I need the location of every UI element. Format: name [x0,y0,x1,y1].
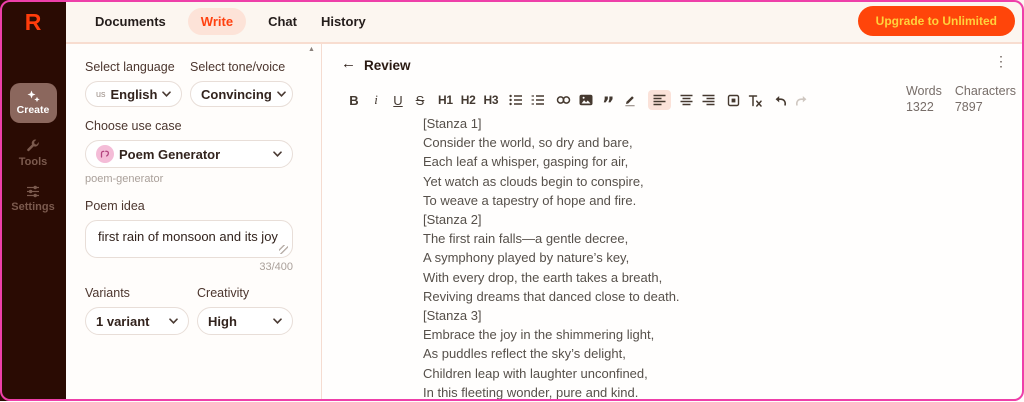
poem-line: With every drop, the earth takes a breath, [423,269,663,285]
poem-line: [Stanza 1] [423,116,482,131]
chevron-down-icon [162,91,171,97]
image-button[interactable] [579,90,593,110]
poem-line: Yet watch as clouds begin to conspire, [423,173,644,189]
editor-content[interactable] [423,114,680,402]
align-right-icon [702,94,715,106]
align-left-icon [653,94,666,106]
redo-icon [795,94,809,107]
highlight-pen-button[interactable] [623,90,637,110]
usecase-select[interactable] [85,140,293,168]
link-button[interactable] [556,90,571,110]
align-right-button[interactable] [701,90,715,110]
poem-line: A symphony played by nature’s key, [423,250,630,266]
character-counter: 33/400 [259,261,293,273]
app-logo[interactable] [0,0,66,44]
poem-line: To weave a tapestry of hope and fire. [423,192,637,208]
tone-select[interactable] [190,81,293,107]
sparkles-icon [27,90,40,103]
poem-line: The first rain falls—a gentle decree, [423,231,629,247]
word-count-value: 1322 [905,100,934,114]
resize-handle[interactable] [279,245,288,254]
underline-button[interactable]: U [393,92,403,108]
creativity-value: High [208,313,237,329]
poem-line: [Stanza 2] [423,212,482,228]
generator-form-panel [66,44,322,401]
heading3-button[interactable]: H3 [483,93,499,107]
variants-field [85,286,189,335]
align-center-icon [680,94,693,106]
usecase-value: Poem Generator [119,146,221,162]
poem-line: Consider the world, so dry and bare, [423,135,633,151]
chevron-down-icon [273,318,282,324]
sidebar-item-label: Settings [11,201,55,213]
us-flag-badge: us [96,89,106,99]
select-all-icon [727,94,740,107]
select-all-button[interactable] [726,90,740,110]
ordered-list-button[interactable] [531,90,545,110]
wrench-icon [26,139,40,153]
heading2-button[interactable]: H2 [460,93,476,107]
poem-line: Reviving dreams that danced close to death. [423,288,680,304]
language-field [85,60,182,107]
poem-idea-field [85,199,293,273]
variants-select[interactable] [85,307,189,335]
tone-label: Select tone/voice [190,60,286,74]
ordered-list-icon [531,94,545,106]
chevron-down-icon [273,151,282,157]
poem-line: [Stanza 3] [423,308,482,324]
image-icon [579,94,593,106]
bullet-list-button[interactable] [509,90,523,110]
main-nav [93,8,368,35]
tone-value: Convincing [201,86,272,102]
poem-line: Each leaf a whisper, gasping for air, [423,154,629,170]
character-count [955,84,1016,114]
poem-line: As puddles reflect the sky’s delight, [423,346,626,362]
sidebar-item-tools[interactable] [0,139,66,168]
bold-button[interactable]: B [349,92,359,108]
language-value: English [110,86,158,102]
sidebar-item-create[interactable] [10,83,57,123]
usecase-field [85,119,293,185]
character-count-label: Characters [954,84,1016,98]
upgrade-button[interactable]: Upgrade to Unlimited [858,6,1015,36]
sidebar-item-label: Create [16,104,50,116]
undo-button[interactable] [773,90,787,110]
highlight-pen-icon [623,93,637,107]
scrollbar-up-arrow[interactable]: ▲ [308,46,315,53]
variants-label: Variants [85,286,130,300]
usecase-label: Choose use case [85,119,182,133]
editor-pane [323,44,1024,401]
variants-value: 1 variant [96,313,150,329]
poem-idea-label: Poem idea [85,199,145,213]
sidebar-item-label: Tools [18,156,48,168]
app-sidebar [0,0,66,401]
creativity-label: Creativity [197,286,250,300]
top-navigation-bar [66,0,1024,44]
word-count [906,84,942,114]
document-stats [906,84,1016,114]
word-count-label: Words [905,84,942,98]
heading1-button[interactable]: H1 [438,93,453,107]
strikethrough-button[interactable]: S [415,92,425,108]
poem-generator-icon [96,145,114,163]
poem-line: Children leap with laughter unconfined, [423,365,648,381]
editor-toolbar [347,90,809,115]
sidebar-item-settings[interactable] [0,185,66,213]
usecase-slug: poem-generator [85,173,164,185]
nav-tab-documents[interactable]: Documents [95,13,166,29]
document-title: Review [364,58,411,73]
creativity-field [197,286,293,335]
nav-tab-write[interactable]: Write [188,8,246,35]
poem-idea-input[interactable] [85,220,293,258]
poem-idea-value: first rain of monsoon and its joy [98,229,278,244]
link-icon [556,95,571,105]
chevron-down-icon [169,318,178,324]
nav-tab-chat[interactable]: Chat [268,13,297,29]
poem-line: In this fleeting wonder, pure and kind. [423,384,639,400]
character-count-value: 7897 [954,100,983,114]
language-select[interactable] [85,81,182,107]
nav-tab-history[interactable]: History [320,13,366,29]
tone-field [190,60,293,107]
kebab-menu-icon[interactable]: ⋮ [994,53,1008,69]
blockquote-button[interactable]: ” [602,92,615,115]
align-center-button[interactable] [679,90,693,110]
redo-button[interactable] [795,90,809,110]
logo-letter: R [24,8,42,35]
italic-button[interactable]: i [374,92,378,107]
bullet-list-icon [509,94,523,106]
back-arrow-icon[interactable]: ← [341,55,356,72]
undo-icon [773,94,787,107]
chevron-down-icon [277,91,286,97]
clear-format-button[interactable] [748,90,762,110]
creativity-select[interactable] [197,307,293,335]
sliders-icon [26,185,40,198]
poem-line: Embrace the joy in the shimmering light, [423,327,655,343]
align-left-button[interactable] [648,90,671,110]
language-label: Select language [85,60,175,74]
clear-format-icon [748,94,762,107]
